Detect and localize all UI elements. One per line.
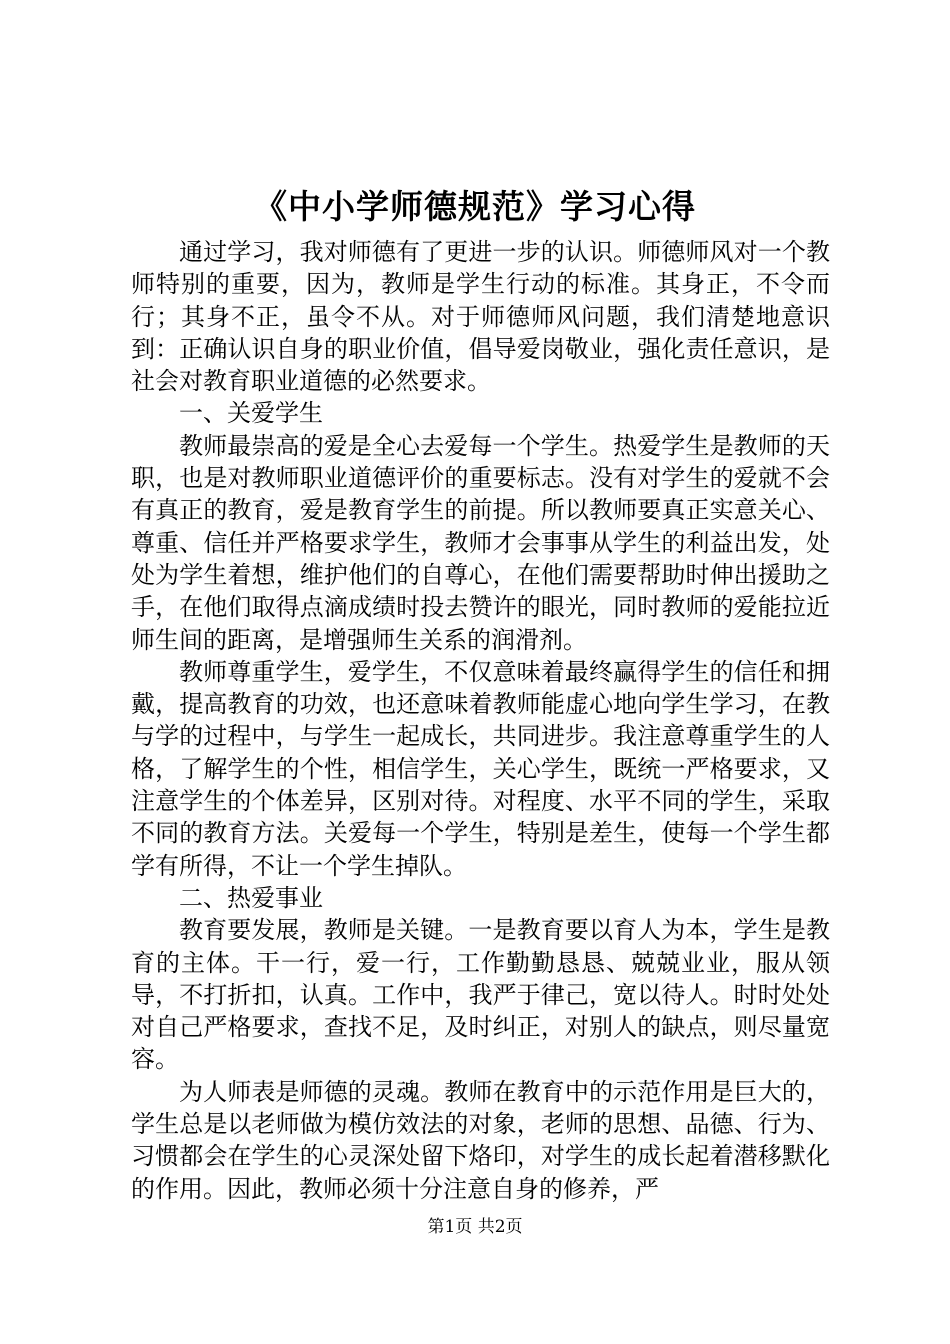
- paragraph-career-1: 教育要发展，教师是关键。一是教育要以育人为本，学生是教育的主体。干一行，爱一行，工作勤勤恳恳、兢兢业业，服从领导，不打折扣，认真。工作中，我严于律己，宽以待人。时时处处对自己严格要求，查找不足，及时纠正，对别人的缺点，则尽量宽容。: [131, 916, 830, 1074]
- section-heading-love-career: 二、热爱事业: [179, 883, 323, 912]
- page-footer: 第1页 共2页: [427, 1217, 523, 1237]
- paragraph-career-2: 为人师表是师德的灵魂。教师在教育中的示范作用是巨大的，学生总是以老师做为模仿效法的对象，老师的思想、品德、行为、习惯都会在学生的心灵深处留下烙印，对学生的成长起着潜移默化的作用。因此，教师必须十分注意自身的修养，严: [131, 1077, 830, 1203]
- paragraph-intro: 通过学习，我对师德有了更进一步的认识。师德师风对一个教师特别的重要，因为，教师是学生行动的标准。其身正，不令而行；其身不正，虽令不从。对于师德师风问题，我们清楚地意识到：正确认识自身的职业价值，倡导爱岗敬业，强化责任意识，是社会对教育职业道德的必然要求。: [131, 238, 830, 396]
- paragraph-care-1: 教师最崇高的爱是全心去爱每一个学生。热爱学生是教师的天职，也是对教师职业道德评价的重要标志。没有对学生的爱就不会有真正的教育，爱是教育学生的前提。所以教师要真正实意关心、尊重、信任并严格要求学生，教师才会事事从学生的利益出发，处处为学生着想，维护他们的自尊心，在他们需要帮助时伸出援助之手，在他们取得点滴成绩时投去赞许的眼光，同时教师的爱能拉近师生间的距离，是增强师生关系的润滑剂。: [131, 431, 830, 654]
- paragraph-care-2: 教师尊重学生，爱学生，不仅意味着最终赢得学生的信任和拥戴，提高教育的功效，也还意味着教师能虚心地向学生学习，在教与学的过程中，与学生一起成长，共同进步。我注意尊重学生的人格，了解学生的个性，相信学生，关心学生，既统一严格要求，又注意学生的个体差异，区别对待。对程度、水平不同的学生，采取不同的教育方法。关爱每一个学生，特别是差生，使每一个学生都学有所得，不让一个学生掉队。: [131, 657, 830, 880]
- document-body: [131, 236, 830, 1205]
- document-title: 《中小学师德规范》学习心得: [254, 187, 696, 226]
- section-heading-care-students: 一、关爱学生: [179, 399, 323, 428]
